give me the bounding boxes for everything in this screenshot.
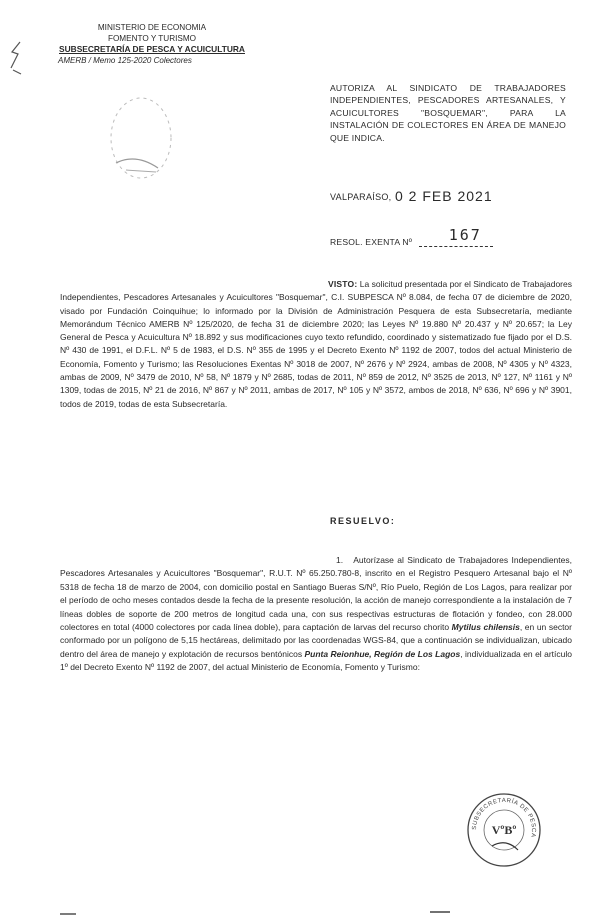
article-1-paragraph — [60, 554, 572, 675]
article-1-text-c: , individualizada en el artículo 1º del Decreto Exento Nº 1192 de 2007, del actual Ministerio de Economía, Fomento y Turismo: — [60, 648, 573, 673]
page-bottom-scan-marks — [0, 906, 600, 918]
place-label: VALPARAÍSO, — [330, 192, 392, 202]
stamp-vb-text: VºBº — [491, 823, 517, 837]
article-1-text-a: Autorízase al Sindicato de Trabajadores Independientes, Pescadores Artesanales y Acuicultores "Bosquemar", R.U.T. Nº 65.250.780-8, inscrito en el Registro Pesquero Artesanal bajo el Nº 5318 de fecha 18 de marzo de 2004, con domicilio postal en Santiago Bueras S/Nº, Río Puelo, Región de Los Lagos, para realizar por el período de ocho meses contados desde la fecha de la presente resolución, la acción de manejo correspondiente a la instalación de 7 líneas dobles de soporte de 200 metros de longitud cada una, con sus respectivas estructuras de flotación y fondeo, con 28.000 colectores en total (4000 colectores por cada línea doble), para captación de larvas del recurso chorito — [60, 555, 572, 633]
resolution-date-stamp: 0 2 FEB 2021 — [395, 188, 493, 204]
resolution-number-line — [330, 226, 493, 247]
institution-header — [52, 22, 252, 66]
management-area-name: Punta Reionhue, Región de Los Lagos — [304, 648, 461, 659]
visto-label: VISTO: — [328, 279, 358, 289]
memo-reference: AMERB / Memo 125-2020 Colectores — [58, 56, 192, 65]
department-name: SUBSECRETARÍA DE PESCA Y ACUICULTURA — [59, 44, 245, 54]
resuelvo-heading: RESUELVO: — [330, 516, 396, 526]
approval-stamp — [462, 788, 546, 872]
species-name: Mytilus chilensis — [451, 622, 520, 633]
stamp-ring-text: SUBSECRETARÍA DE PESCA — [471, 797, 537, 839]
faint-signature-stamp — [96, 88, 186, 188]
article-1-text-b: , en un sector conformado por un polígono de 5,15 hectáreas, delimitado por las coordenadas WGS-84, que a continuación se individualizan, ubicado dentro del área de manejo y explotación de recursos bentónicos — [60, 622, 572, 659]
margin-scribble-mark — [8, 40, 24, 76]
resolution-title: AUTORIZA AL SINDICATO DE TRABAJADORES INDEPENDIENTES, PESCADORES ARTESANALES, Y ACUICULTORES "BOSQUEMAR", PARA LA INSTALACIÓN DE COLECTORES EN ÁREA DE MANEJO QUE INDICA. — [330, 83, 566, 143]
visto-text: La solicitud presentada por el Sindicato de Trabajadores Independientes, Pescadores Artesanales y Acuicultores "Bosquemar", C.I. SUBPESCA Nº 8.084, de fecha 07 de diciembre de 2020, visado por Fundación Coinquihue; lo informado por la División de Administración Pesquera de esta Subsecretaría, mediante Memorándum Técnico AMERB Nº 125/2020, de fecha 31 de diciembre 2020; las Leyes Nº 19.880 Nº 20.437 y Nº 20.657; la Ley General de Pesca y Acuicultura Nº 18.892 y sus modificaciones cuyo texto refundido, coordinado y sistematizado fue fijado por el D.S. Nº 430 de 1991, el D.F.L. Nº 5 de 1983, el D.S. Nº 355 de 1995 y el Decreto Exento Nº 1192 de 2007, todos del actual Ministerio de Economía, Fomento y Turismo; las Resoluciones Exentas Nº 3018 de 2007, Nº 2676 y Nº 2924, ambas de 2008, Nº 4305 y Nº 4323, ambas de 2009, Nº 3479 de 2010, Nº 58, Nº 1879 y Nº 2685, todas de 2011, Nº 859 de 2012, Nº 3525 de 2013, Nº 127, Nº 1161 y Nº 1309, todas de 2015, Nº 21 de 2016, Nº 867 y Nº 2011, ambas de 2017, Nº 105 y Nº 3572, ambos de 2018, Nº 636, Nº 696 y Nº 3901, todos de 2019, todas de esta Subsecretaría. — [60, 279, 572, 409]
ministry-name: MINISTERIO DE ECONOMIA — [97, 23, 207, 32]
ministry-subtitle: FOMENTO Y TURISMO — [107, 34, 197, 43]
resolution-number-underline — [419, 226, 493, 247]
visto-paragraph — [60, 278, 572, 411]
resolution-label: RESOL. EXENTA Nº — [330, 237, 413, 247]
resolution-number: 167 — [448, 226, 482, 244]
article-1-number: 1. — [336, 555, 344, 565]
